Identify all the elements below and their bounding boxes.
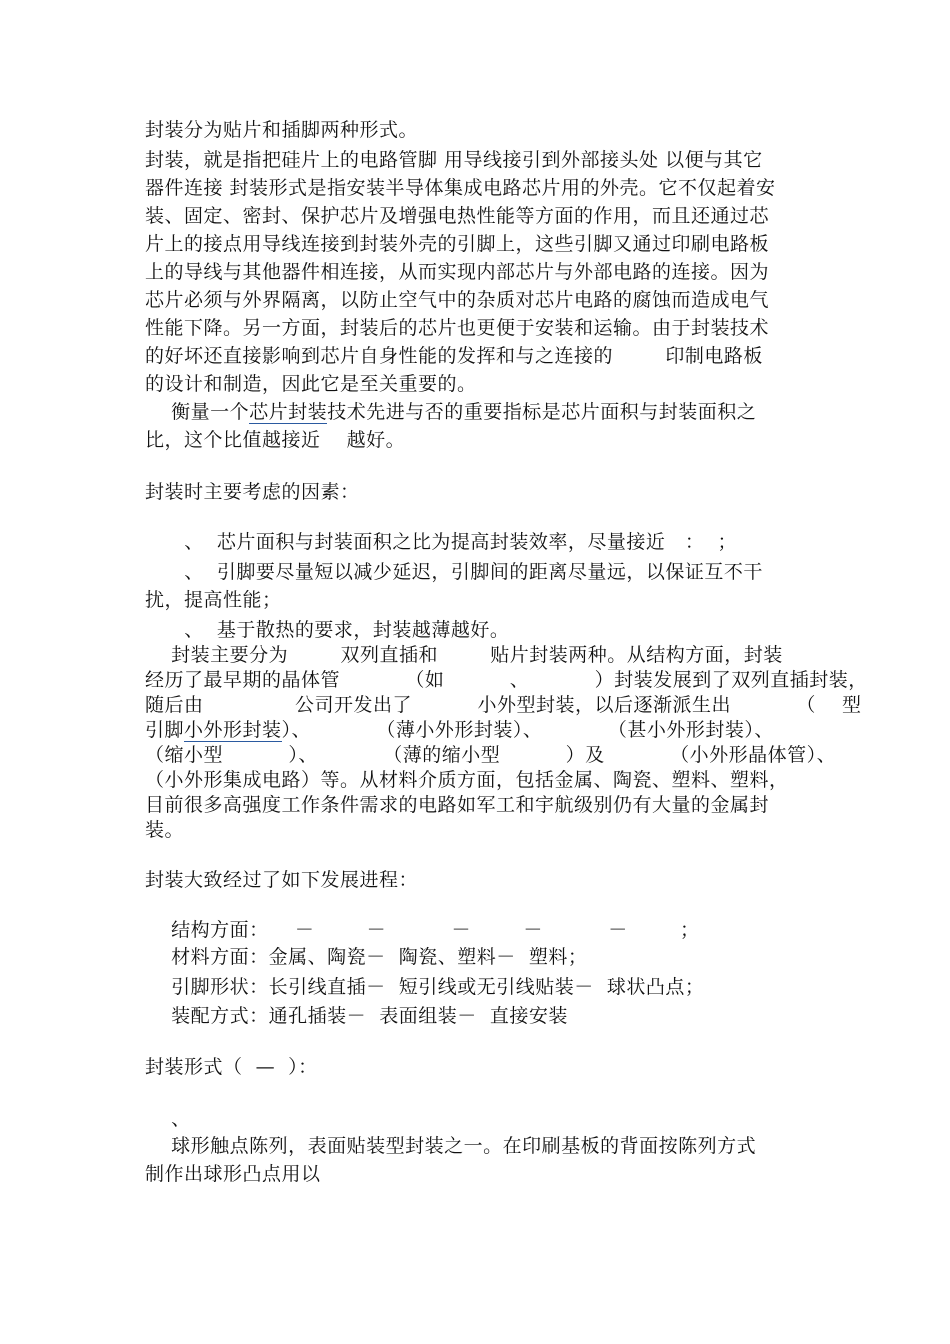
paragraph-line: 目前很多高强度工作条件需求的电路如军工和宇航级别仍有大量的金属封	[145, 794, 770, 816]
paragraph-line: 封装，就是指把硅片上的电路管脚 用导线接引到外部接头处 以便与其它	[145, 149, 763, 171]
text-span: 技术先进与否的重要指标是芯片面积与封装面积之	[327, 401, 757, 423]
paragraph-line: 制作出球形凸点用以	[145, 1163, 321, 1185]
list-item: 结构方面： － － － － － ；	[145, 919, 700, 941]
paragraph-line: （小外形集成电路）等。从材料介质方面，包括金属、陶瓷、塑料、塑料，	[145, 769, 789, 791]
list-item: 装配方式：通孔插装－ 表面组装－ 直接安装	[145, 1005, 568, 1027]
text-span: 衡量一个	[145, 401, 250, 423]
paragraph-line: 封装主要分为 双列直插和 贴片封装两种。从结构方面，封装	[145, 644, 783, 666]
paragraph-line: 比，这个比值越接近 越好。	[145, 429, 406, 451]
intro-line: 封装分为贴片和插脚两种形式。	[145, 119, 419, 141]
list-item: 材料方面：金属、陶瓷－ 陶瓷、塑料－ 塑料；	[145, 946, 588, 968]
list-item: 引脚形状：长引线直插－ 短引线或无引线贴装－ 球状凸点；	[145, 976, 705, 998]
paragraph-line: 的好坏还直接影响到芯片自身性能的发挥和与之连接的 印制电路板	[145, 345, 763, 367]
chip-package-link[interactable]: 芯片封装	[249, 401, 328, 423]
text-span: ）、 （薄小外形封装）、 （甚小外形封装）、	[281, 719, 774, 741]
list-item: 、 基于散热的要求，封装越薄越好。	[145, 619, 510, 641]
paragraph-line: （缩小型 ）、 （薄的缩小型 ）及 （小外形晶体管）、	[145, 744, 837, 766]
list-item: 扰，提高性能；	[145, 589, 282, 611]
paragraph-line: 经历了最早期的晶体管 （如 、 ）封装发展到了双列直插封装，	[145, 669, 868, 691]
paragraph-line: 装、固定、密封、保护芯片及增强电热性能等方面的作用，而且还通过芯	[145, 205, 770, 227]
paragraph-line: 随后由 公司开发出了 小外型封装，以后逐渐派生出 （ 型	[145, 694, 862, 716]
paragraph-line: 器件连接 封装形式是指安装半导体集成电路芯片用的外壳。它不仅起着安	[145, 177, 776, 199]
paragraph-line: 球形触点陈列，表面贴装型封装之一。在印刷基板的背面按陈列方式	[145, 1135, 757, 1157]
list-item: 、 芯片面积与封装面积之比为提高封装效率，尽量接近 ： ；	[145, 531, 738, 553]
paragraph-line: 性能下降。另一方面，封装后的芯片也更便于安装和运输。由于封装技术	[145, 317, 770, 339]
paragraph-line: 片上的接点用导线连接到封装外壳的引脚上，这些引脚又通过印刷电路板	[145, 233, 770, 255]
section-heading: 封装时主要考虑的因素：	[145, 481, 360, 503]
small-outline-package-link[interactable]: 小外形封装	[184, 719, 282, 741]
paragraph-line: 芯片必须与外界隔离，以防止空气中的杂质对芯片电路的腐蚀而造成电气	[145, 289, 770, 311]
paragraph-line: 上的导线与其他器件相连接，从而实现内部芯片与外部电路的连接。因为	[145, 261, 770, 283]
text-span: 引脚	[145, 719, 185, 741]
paragraph-line: 装。	[145, 819, 185, 841]
paragraph-line	[145, 400, 756, 424]
section-heading: 封装大致经过了如下发展进程：	[145, 869, 419, 891]
list-item: 、 引脚要尽量短以减少延迟，引脚间的距离尽量远，以保证互不干	[145, 561, 763, 583]
list-marker: 、	[145, 1108, 191, 1130]
section-heading: 封装形式（ — ）：	[145, 1056, 318, 1078]
paragraph-line	[145, 718, 774, 742]
paragraph-line: 的设计和制造，因此它是至关重要的。	[145, 373, 477, 395]
